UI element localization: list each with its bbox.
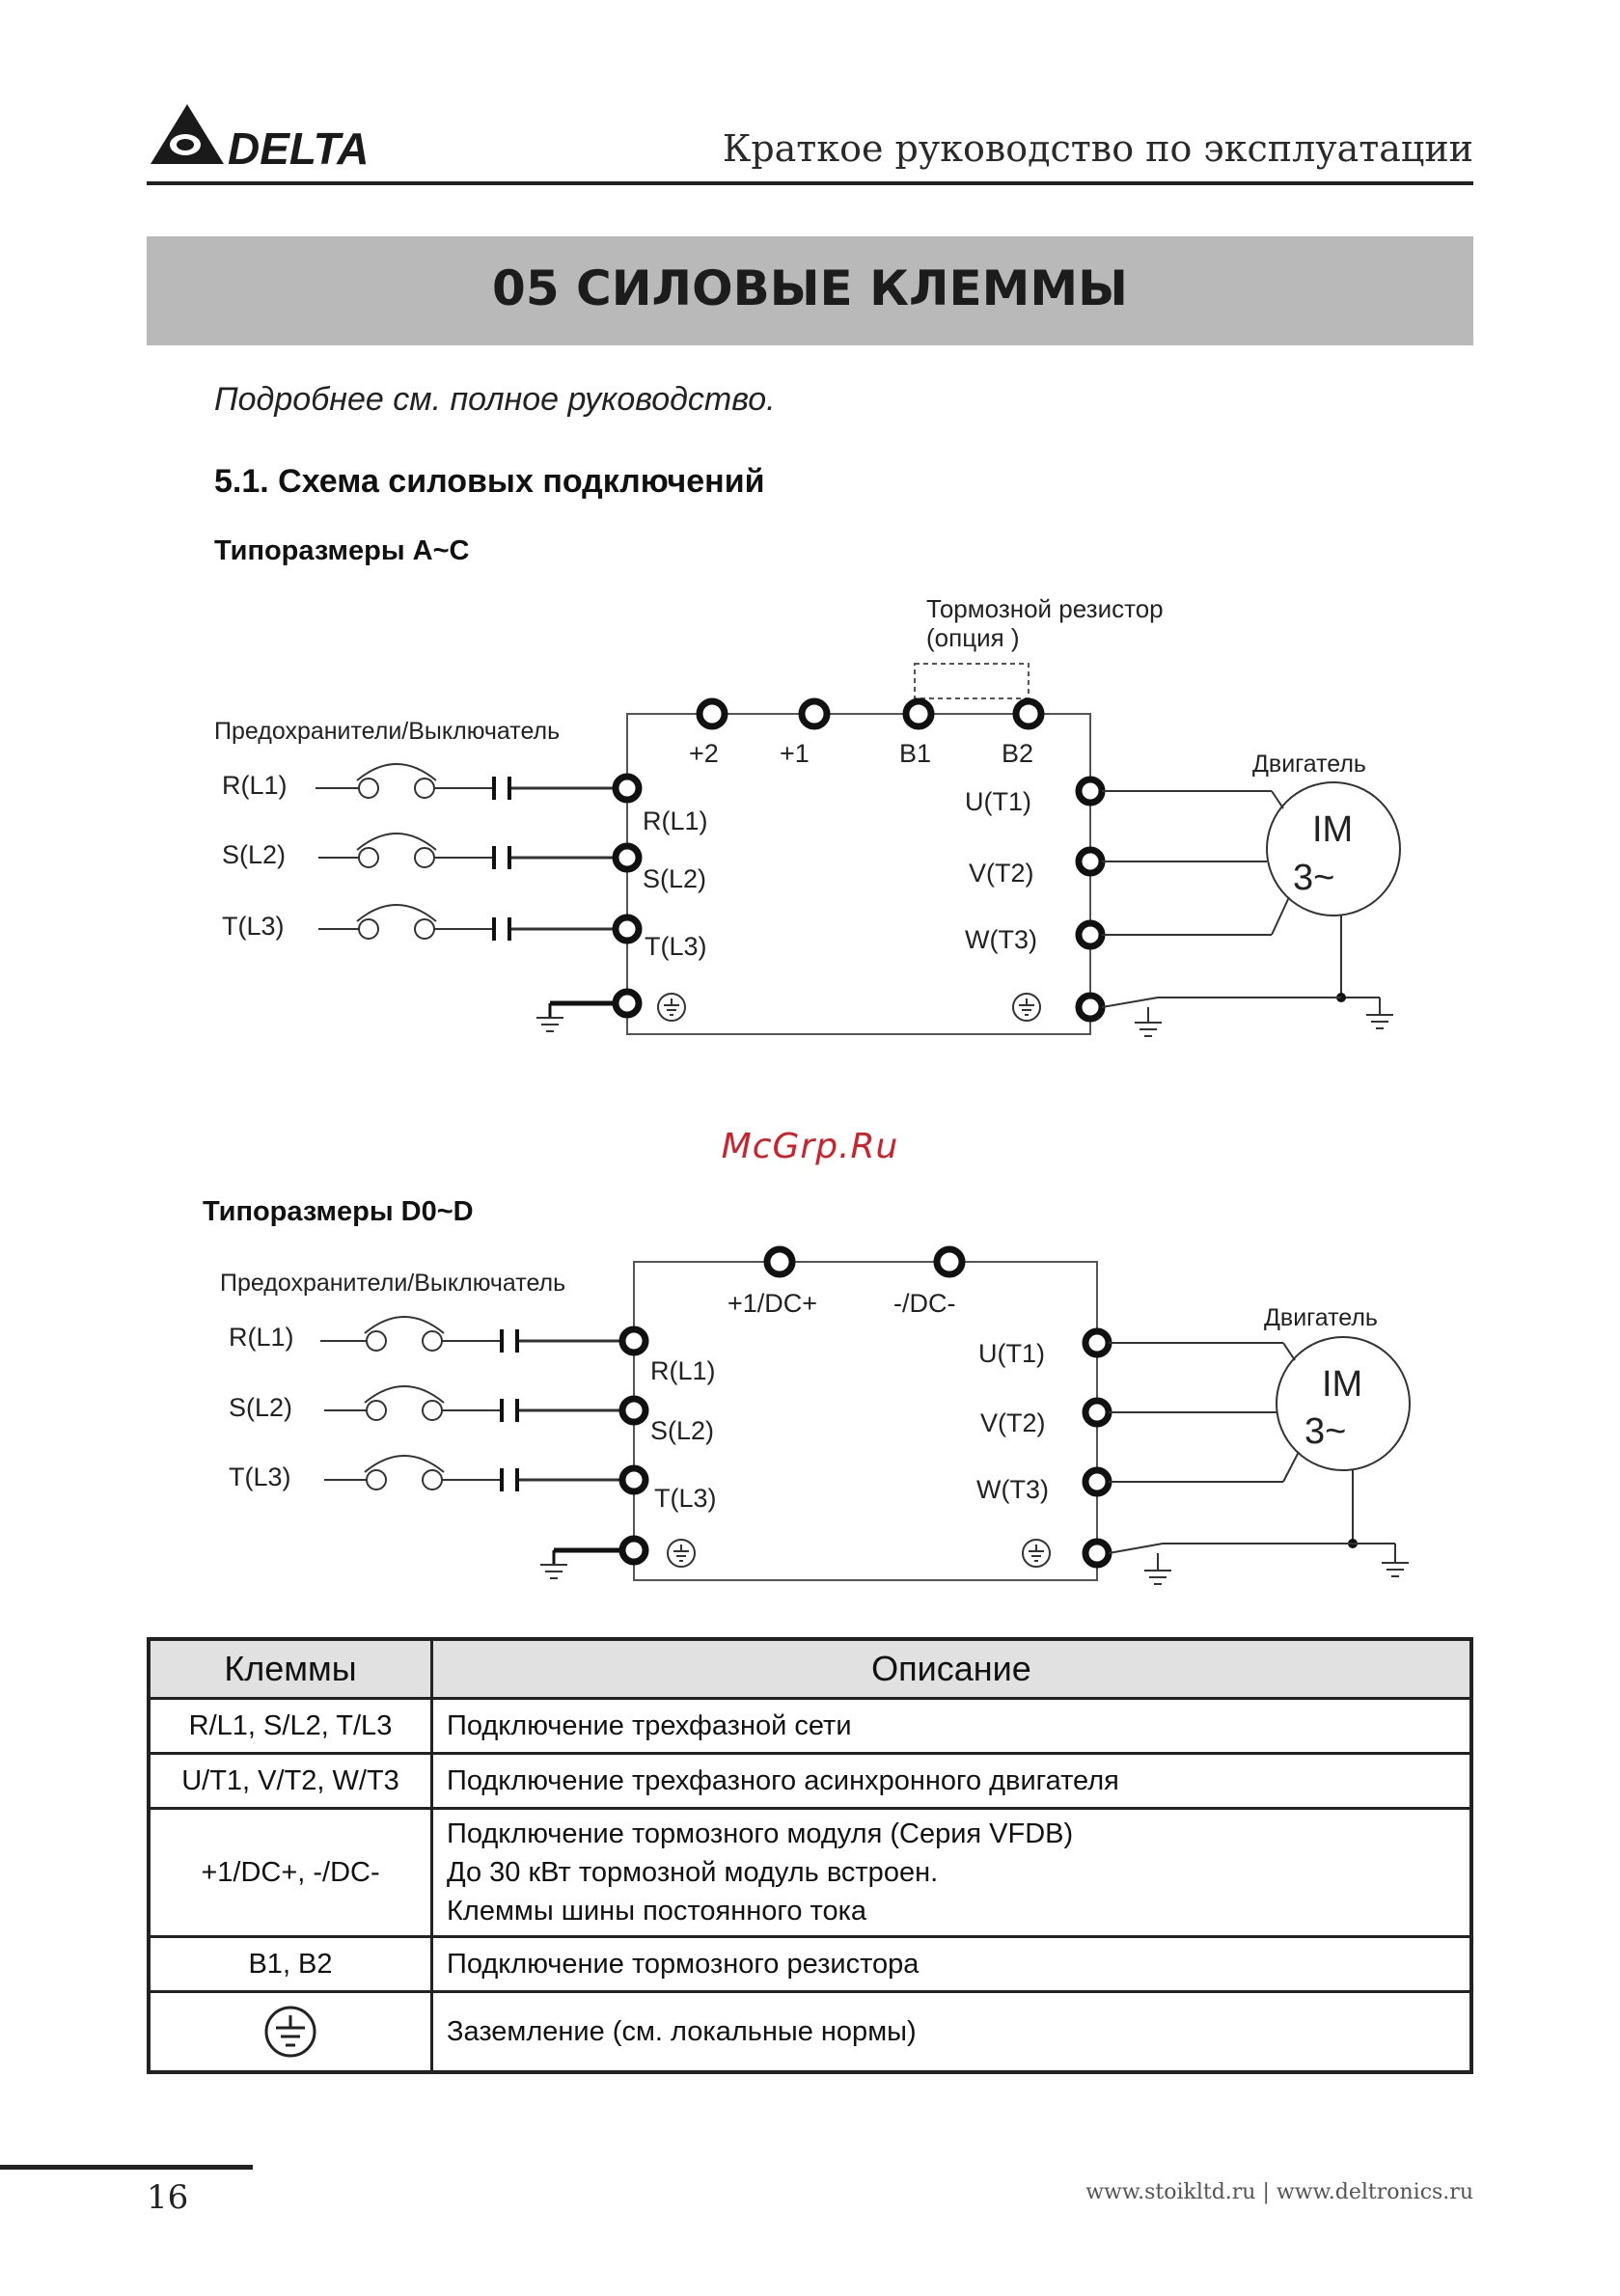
- terminal-s: [622, 1399, 645, 1422]
- terminal-label: +2: [689, 739, 719, 768]
- output-label: W(T3): [976, 1475, 1049, 1504]
- output-label: V(T2): [969, 859, 1034, 888]
- ground-icon: [668, 1540, 695, 1567]
- terminal-r: [616, 777, 639, 800]
- motor-label: Двигатель: [1252, 751, 1366, 778]
- description-cell: Подключение трехфазного асинхронного двигателя: [432, 1754, 1472, 1809]
- terminal-ground-in: [616, 992, 639, 1015]
- intro-text: Подробнее см. полное руководство.: [214, 381, 776, 418]
- terminal-label: S(L2): [650, 1416, 715, 1445]
- fuse-label: Предохранители/Выключатель: [214, 718, 561, 745]
- table-row: [149, 1699, 1471, 1754]
- output-label: U(T1): [978, 1339, 1045, 1368]
- terminal-v: [1085, 1401, 1109, 1424]
- motor-label: Двигатель: [1264, 1304, 1378, 1331]
- table-row: [149, 1937, 1471, 1992]
- description-cell: Подключение трехфазной сети: [432, 1699, 1472, 1754]
- brake-resistor-box: [915, 664, 1029, 698]
- description-line: Подключение тормозного модуля (Серия VFDB): [447, 1818, 1074, 1849]
- terminal-u: [1085, 1331, 1109, 1354]
- output-label: V(T2): [980, 1408, 1046, 1437]
- table-header-description: Описание: [432, 1639, 1472, 1699]
- ground-icon: [1023, 1540, 1050, 1567]
- description-line: Клеммы шины постоянного тока: [447, 1896, 867, 1927]
- motor-phase-text: 3~: [1293, 858, 1335, 898]
- footer-rule: [0, 2165, 253, 2170]
- ground-icon: [658, 994, 685, 1021]
- terminal-label: S(L2): [643, 864, 707, 893]
- terminal-label: R(L1): [650, 1356, 716, 1385]
- terminal-r: [622, 1329, 645, 1353]
- terminal-dc-minus: [937, 1249, 962, 1274]
- input-label: R(L1): [229, 1323, 294, 1352]
- terminal-ground-out: [1085, 1542, 1109, 1565]
- terminal-w: [1079, 923, 1102, 946]
- table-row: [149, 1754, 1471, 1809]
- terminal-label: B2: [1002, 739, 1034, 768]
- description-line: До 30 кВт тормозной модуль встроен.: [447, 1857, 939, 1888]
- motor-im-text: IM: [1312, 809, 1354, 850]
- brake-resistor-label: Тормозной резистор: [926, 594, 1164, 623]
- diagram-d: [220, 1249, 1410, 1584]
- diagram-d-label: Типоразмеры D0~D: [203, 1196, 474, 1227]
- terminal-u: [1079, 779, 1102, 803]
- terminal-cell: U/T1, V/T2, W/T3: [149, 1754, 432, 1809]
- terminal-label: T(L3): [645, 932, 707, 961]
- table-row: [149, 1809, 1471, 1937]
- terminal-label: -/DC-: [893, 1289, 956, 1318]
- diagram-ac: [214, 594, 1400, 1036]
- terminal-v: [1079, 850, 1102, 873]
- terminal-cell: B1, B2: [149, 1937, 432, 1992]
- terminal-plus2: [700, 701, 725, 726]
- page-number: 16: [147, 2178, 189, 2217]
- terminal-label: B1: [899, 739, 932, 768]
- output-label: U(T1): [965, 787, 1031, 816]
- terminals-table: [147, 1637, 1473, 2074]
- terminal-label: +1/DC+: [728, 1289, 818, 1318]
- input-label: S(L2): [229, 1393, 293, 1422]
- subsection-title: 5.1. Схема силовых подключений: [214, 463, 765, 500]
- terminal-label: R(L1): [643, 806, 708, 835]
- terminal-t: [616, 917, 639, 941]
- terminal-cell: [149, 1992, 432, 2073]
- terminal-plus1: [802, 701, 827, 726]
- description-cell: Подключение тормозного резистора: [432, 1937, 1472, 1992]
- ground-icon: [1013, 994, 1040, 1021]
- terminal-cell: +1/DC+, -/DC-: [149, 1809, 432, 1937]
- input-label: T(L3): [229, 1462, 291, 1491]
- terminal-w: [1085, 1470, 1109, 1493]
- watermark: McGrp.Ru: [721, 1127, 899, 1166]
- logo-brand-text: DELTA: [228, 123, 370, 174]
- input-label: T(L3): [222, 912, 285, 941]
- terminal-label: T(L3): [654, 1484, 717, 1513]
- terminal-cell: R/L1, S/L2, T/L3: [149, 1699, 432, 1754]
- description-cell: [432, 1809, 1472, 1937]
- footer-links: www.stoikltd.ru | www.deltronics.ru: [1085, 2180, 1473, 2204]
- terminal-dc-plus: [767, 1249, 792, 1274]
- input-label: S(L2): [222, 840, 287, 869]
- terminal-b2: [1016, 701, 1041, 726]
- terminal-label: +1: [780, 739, 810, 768]
- fuse-label: Предохранители/Выключатель: [220, 1270, 566, 1297]
- terminal-s: [616, 846, 639, 869]
- terminal-ground-out: [1079, 996, 1102, 1019]
- motor-phase-text: 3~: [1304, 1411, 1347, 1452]
- header-title: Краткое руководство по эксплуатации: [722, 127, 1473, 170]
- output-label: W(T3): [965, 925, 1037, 954]
- motor-im-text: IM: [1322, 1364, 1363, 1405]
- table-row: [149, 1992, 1471, 2073]
- input-label: R(L1): [222, 771, 288, 800]
- terminal-b1: [906, 701, 931, 726]
- terminal-t: [622, 1468, 645, 1491]
- diagram-ac-label: Типоразмеры A~C: [214, 535, 470, 566]
- ground-symbol-icon: [261, 2003, 319, 2061]
- terminal-ground-in: [622, 1539, 645, 1562]
- table-header-terminals: Клеммы: [149, 1639, 432, 1699]
- description-cell: Заземление (см. локальные нормы): [432, 1992, 1472, 2073]
- brake-resistor-option-label: (опция ): [926, 623, 1020, 652]
- section-title: 05 СИЛОВЫЕ КЛЕММЫ: [492, 260, 1128, 316]
